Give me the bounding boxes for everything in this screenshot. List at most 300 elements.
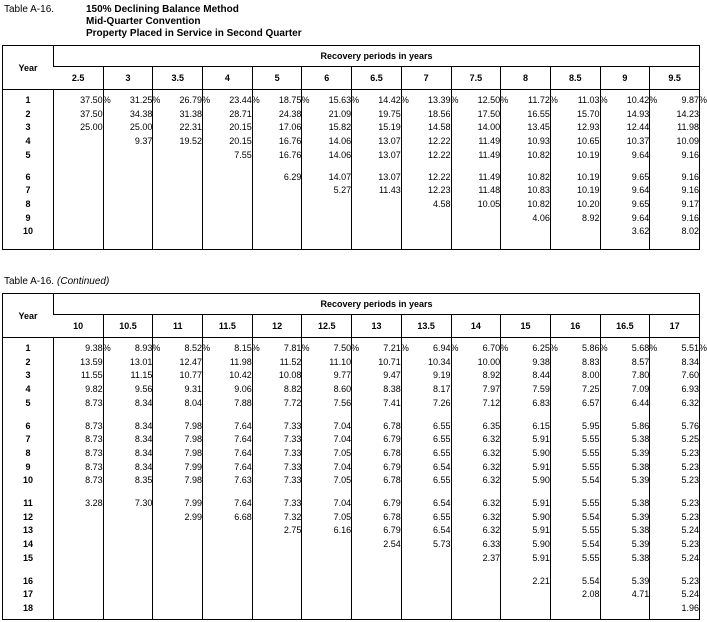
rate-cell: [103, 538, 153, 552]
spacer-cell: [54, 488, 104, 497]
rate-cell: 9.16: [650, 171, 700, 185]
rate-cell: 14.23: [650, 108, 700, 122]
rate-cell: [302, 575, 352, 589]
rate-cell: 5.25: [650, 433, 700, 447]
spacer-cell: [54, 239, 104, 250]
period-column-header: 10.5: [103, 315, 153, 338]
rate-cell: 1.96: [650, 602, 700, 616]
rate-cell: 25.00: [54, 121, 104, 135]
table1-titles: [86, 4, 302, 40]
rate-cell: 12.22: [401, 149, 451, 163]
rate-cell: 7.21%: [352, 342, 402, 356]
year-cell: 7: [25, 434, 31, 445]
period-column-header: 7: [401, 67, 451, 90]
rate-cell: 7.64: [203, 447, 253, 461]
spacer-cell: [203, 411, 253, 420]
rate-cell: [54, 538, 104, 552]
rate-cell: [252, 538, 302, 552]
rate-cell: 10.82: [501, 149, 551, 163]
rate-cell: 5.55: [550, 524, 600, 538]
rate-cell: [302, 552, 352, 566]
rate-cell: [352, 198, 402, 212]
table-header: [3, 46, 700, 90]
rate-cell: [153, 524, 203, 538]
rate-cell: 8.02: [650, 225, 700, 239]
rate-cell: 5.54: [550, 474, 600, 488]
spacer-cell: [550, 163, 600, 171]
period-column-header: 12.5: [302, 315, 352, 338]
rate-cell: 5.24: [650, 524, 700, 538]
rate-cell: 11.98: [650, 121, 700, 135]
period-column-header: 11.5: [203, 315, 253, 338]
rate-cell: 5.91: [501, 497, 551, 511]
spacer-cell: [501, 616, 551, 620]
rate-cell: 10.93: [501, 135, 551, 149]
period-column-header: 16: [550, 315, 600, 338]
period-column-header: 13.5: [401, 315, 451, 338]
rate-cell: 18.56: [401, 108, 451, 122]
rate-cell: 7.05: [302, 447, 352, 461]
rate-cell: 19.75: [352, 108, 402, 122]
rate-cell: 12.50%: [451, 94, 501, 108]
spacer-cell: [3, 488, 54, 497]
period-column-header: 13: [352, 315, 402, 338]
rate-cell: 6.70%: [451, 342, 501, 356]
rate-cell: 5.55: [550, 552, 600, 566]
header-row-periods: [3, 67, 700, 90]
rate-cell: 7.64: [203, 433, 253, 447]
year-cell: 3: [25, 370, 31, 381]
rate-cell: 8.17: [401, 383, 451, 397]
rate-cell: 9.65: [600, 198, 650, 212]
rate-cell: 7.05: [302, 474, 352, 488]
rate-cell: 22.31: [153, 121, 203, 135]
rate-cell: 5.91: [501, 552, 551, 566]
rate-cell: 8.73: [54, 461, 104, 475]
rate-cell: 13.07: [352, 135, 402, 149]
year-cell: 8: [25, 447, 31, 458]
rate-cell: [54, 588, 104, 602]
data-row: [3, 420, 700, 434]
period-column-header: 17: [650, 315, 700, 338]
rate-cell: 9.64: [600, 212, 650, 226]
rate-cell: 12.22: [401, 171, 451, 185]
rate-cell: [203, 198, 253, 212]
rate-cell: 8.15%: [203, 342, 253, 356]
rate-cell: 20.15: [203, 135, 253, 149]
rate-cell: 7.60: [650, 369, 700, 383]
rate-cell: [203, 575, 253, 589]
period-column-header: 9: [600, 67, 650, 90]
rate-cell: 5.39: [600, 447, 650, 461]
data-row: [3, 356, 700, 370]
rate-cell: 7.97: [451, 383, 501, 397]
rate-cell: 7.04: [302, 461, 352, 475]
data-row: [3, 497, 700, 511]
rate-cell: 5.39: [600, 474, 650, 488]
data-row: [3, 342, 700, 356]
rate-cell: 5.91: [501, 524, 551, 538]
rate-cell: [153, 198, 203, 212]
spacer-cell: [352, 566, 402, 575]
rate-cell: 5.76: [650, 420, 700, 434]
rate-cell: 5.39: [600, 538, 650, 552]
rate-cell: 8.83: [550, 356, 600, 370]
rate-cell: 3.28: [54, 497, 104, 511]
rate-cell: 10.00: [451, 356, 501, 370]
table1-title-line-3: Property Placed in Service in Second Quarter: [86, 28, 302, 39]
header-row-span: [3, 46, 700, 67]
spacer-cell: [153, 566, 203, 575]
period-column-header: 5: [252, 67, 302, 90]
spacer-cell: [203, 163, 253, 171]
rate-cell: 7.55: [203, 149, 253, 163]
rate-cell: 8.57: [600, 356, 650, 370]
rate-cell: 8.82: [252, 383, 302, 397]
spacer-cell: [352, 411, 402, 420]
rate-cell: [153, 149, 203, 163]
rate-cell: 6.32: [650, 397, 700, 411]
rate-cell: 5.55: [550, 461, 600, 475]
rate-cell: [451, 588, 501, 602]
table2-label: Table A-16.: [4, 276, 55, 288]
spacer-row: [3, 488, 700, 497]
rate-cell: [352, 225, 402, 239]
rate-cell: [501, 225, 551, 239]
rate-cell: 8.34: [103, 397, 153, 411]
rate-cell: 5.24: [650, 588, 700, 602]
rate-cell: 8.73: [54, 397, 104, 411]
rate-cell: [252, 212, 302, 226]
rate-cell: 6.25%: [501, 342, 551, 356]
spacer-cell: [650, 163, 700, 171]
spacer-row: [3, 616, 700, 620]
rate-cell: 5.23: [650, 447, 700, 461]
spacer-cell: [302, 411, 352, 420]
spacer-cell: [252, 616, 302, 620]
rate-cell: 25.00: [103, 121, 153, 135]
rate-cell: 9.17: [650, 198, 700, 212]
rate-cell: 10.71: [352, 356, 402, 370]
rate-cell: 11.15: [103, 369, 153, 383]
rate-cell: 2.54: [352, 538, 402, 552]
rate-cell: 5.54: [550, 538, 600, 552]
rate-cell: 13.07: [352, 171, 402, 185]
rate-cell: 7.59: [501, 383, 551, 397]
rate-cell: 11.03%: [550, 94, 600, 108]
rate-cell: 8.73: [54, 433, 104, 447]
rate-cell: [401, 225, 451, 239]
rate-cell: 9.38%: [54, 342, 104, 356]
rate-cell: 8.52%: [153, 342, 203, 356]
spacer-cell: [501, 411, 551, 420]
rate-cell: [252, 225, 302, 239]
table1-title-line-2: Mid-Quarter Convention: [86, 16, 201, 27]
rate-cell: [203, 225, 253, 239]
rate-cell: 9.38: [501, 356, 551, 370]
rate-cell: [54, 198, 104, 212]
data-row: [3, 171, 700, 185]
rate-cell: 8.38: [352, 383, 402, 397]
data-row: [3, 94, 700, 108]
data-row: [3, 383, 700, 397]
rate-cell: [103, 575, 153, 589]
spacer-cell: [550, 616, 600, 620]
rate-cell: 16.76: [252, 149, 302, 163]
period-column-header: 3: [103, 67, 153, 90]
data-row: [3, 602, 700, 616]
rate-cell: 6.57: [550, 397, 600, 411]
spacer-cell: [352, 163, 402, 171]
rate-cell: 13.01: [103, 356, 153, 370]
rate-cell: 14.58: [401, 121, 451, 135]
data-row: [3, 447, 700, 461]
spacer-cell: [401, 566, 451, 575]
data-row: [3, 511, 700, 525]
rate-cell: [54, 149, 104, 163]
rate-cell: 10.19: [550, 184, 600, 198]
rate-cell: [203, 171, 253, 185]
rate-cell: 14.93: [600, 108, 650, 122]
table1-label: Table A-16.: [4, 4, 55, 15]
spacer-cell: [650, 239, 700, 250]
rate-cell: 6.79: [352, 461, 402, 475]
year-cell: 15: [22, 552, 33, 563]
spacer-cell: [252, 566, 302, 575]
spacer-cell: [451, 488, 501, 497]
rate-cell: 10.09: [650, 135, 700, 149]
rate-cell: 5.23: [650, 461, 700, 475]
rate-cell: 14.06: [302, 135, 352, 149]
rate-cell: 34.38: [103, 108, 153, 122]
period-column-header: 8: [501, 67, 551, 90]
spacer-cell: [3, 163, 54, 171]
rate-cell: 5.95: [550, 420, 600, 434]
data-row: [3, 108, 700, 122]
rate-cell: 10.82: [501, 171, 551, 185]
rate-cell: 10.77: [153, 369, 203, 383]
rate-cell: 9.47: [352, 369, 402, 383]
rate-cell: 5.38: [600, 497, 650, 511]
rate-cell: 5.54: [550, 511, 600, 525]
spacer-cell: [401, 488, 451, 497]
year-cell: 9: [25, 212, 31, 223]
rate-cell: 6.68: [203, 511, 253, 525]
rate-cell: 5.86: [600, 420, 650, 434]
rate-cell: 8.04: [153, 397, 203, 411]
rate-cell: 5.38: [600, 433, 650, 447]
rate-cell: 28.71: [203, 108, 253, 122]
rate-cell: 5.23: [650, 538, 700, 552]
rate-cell: 9.56: [103, 383, 153, 397]
rate-cell: 7.81%: [252, 342, 302, 356]
data-row: [3, 474, 700, 488]
period-column-header: 6: [302, 67, 352, 90]
rate-cell: [153, 588, 203, 602]
rate-cell: [103, 588, 153, 602]
year-cell: 17: [22, 589, 33, 600]
spacer-cell: [550, 411, 600, 420]
rate-cell: 8.93%: [103, 342, 153, 356]
spacer-cell: [501, 163, 551, 171]
year-cell: 13: [22, 525, 33, 536]
rate-cell: 14.42%: [352, 94, 402, 108]
rate-cell: 7.12: [451, 397, 501, 411]
rate-cell: 5.90: [501, 447, 551, 461]
spacer-cell: [401, 411, 451, 420]
rate-cell: [501, 602, 551, 616]
data-row: [3, 369, 700, 383]
rate-cell: 9.87%: [650, 94, 700, 108]
rate-cell: [153, 552, 203, 566]
rate-cell: [352, 552, 402, 566]
year-cell: 7: [25, 185, 31, 196]
rate-cell: [153, 575, 203, 589]
rate-cell: 7.99: [153, 497, 203, 511]
rate-cell: 23.44%: [203, 94, 253, 108]
rate-cell: 7.56: [302, 397, 352, 411]
spacer-cell: [451, 411, 501, 420]
rate-cell: 6.93: [650, 383, 700, 397]
rate-cell: 6.83: [501, 397, 551, 411]
rate-cell: 6.32: [451, 497, 501, 511]
data-row: [3, 149, 700, 163]
rate-cell: 9.64: [600, 149, 650, 163]
year-cell: 2: [25, 108, 31, 119]
rate-cell: [302, 225, 352, 239]
table2-continued-label: (Continued): [57, 276, 110, 288]
rate-cell: 4.06: [501, 212, 551, 226]
data-row: [3, 212, 700, 226]
rate-cell: 8.34: [650, 356, 700, 370]
rate-cell: 7.33: [252, 420, 302, 434]
spacer-cell: [252, 163, 302, 171]
rate-cell: 8.34: [103, 461, 153, 475]
rate-cell: 6.32: [451, 461, 501, 475]
rate-cell: 16.76: [252, 135, 302, 149]
table1-caption: [4, 4, 700, 40]
rate-cell: [153, 538, 203, 552]
rate-cell: [103, 552, 153, 566]
spacer-cell: [600, 163, 650, 171]
rate-cell: 7.98: [153, 433, 203, 447]
rate-cell: [401, 212, 451, 226]
spacer-cell: [3, 239, 54, 250]
rate-cell: [203, 552, 253, 566]
rate-cell: [550, 225, 600, 239]
rate-cell: 8.00: [550, 369, 600, 383]
period-column-header: 9.5: [650, 67, 700, 90]
spacer-cell: [352, 488, 402, 497]
year-cell: 8: [25, 198, 31, 209]
rate-cell: 9.16: [650, 184, 700, 198]
spacer-cell: [650, 488, 700, 497]
year-cell: 18: [22, 602, 33, 613]
rate-cell: 18.75%: [252, 94, 302, 108]
spacer-cell: [600, 566, 650, 575]
rate-cell: 6.33: [451, 538, 501, 552]
spacer-cell: [103, 566, 153, 575]
rate-cell: 7.33: [252, 461, 302, 475]
spacer-cell: [600, 616, 650, 620]
rate-cell: 8.92: [550, 212, 600, 226]
rate-cell: [54, 575, 104, 589]
rate-cell: 14.06: [302, 149, 352, 163]
rate-cell: 7.72: [252, 397, 302, 411]
rate-cell: 9.65: [600, 171, 650, 185]
rate-cell: 6.16: [302, 524, 352, 538]
spacer-cell: [302, 566, 352, 575]
data-row: [3, 588, 700, 602]
spacer-cell: [54, 163, 104, 171]
rate-cell: 7.98: [153, 474, 203, 488]
period-column-header: 7.5: [451, 67, 501, 90]
rate-cell: 10.34: [401, 356, 451, 370]
rate-cell: 9.64: [600, 184, 650, 198]
rate-cell: 21.09: [302, 108, 352, 122]
rate-cell: 6.78: [352, 420, 402, 434]
rate-cell: 10.82: [501, 198, 551, 212]
spacer-cell: [650, 616, 700, 620]
rate-cell: 7.50%: [302, 342, 352, 356]
rate-cell: 37.50: [54, 108, 104, 122]
data-row: [3, 184, 700, 198]
rate-cell: 12.93: [550, 121, 600, 135]
spacer-cell: [600, 239, 650, 250]
rate-cell: 6.32: [451, 447, 501, 461]
rate-cell: [401, 575, 451, 589]
rate-cell: [550, 602, 600, 616]
rate-cell: 11.98: [203, 356, 253, 370]
data-row: [3, 433, 700, 447]
rate-cell: 6.55: [401, 474, 451, 488]
rate-cell: 10.08: [252, 369, 302, 383]
rate-cell: 12.23: [401, 184, 451, 198]
spacer-cell: [153, 239, 203, 250]
spacer-cell: [153, 411, 203, 420]
rate-cell: 5.24: [650, 552, 700, 566]
rate-cell: 5.91: [501, 433, 551, 447]
spacer-row: [3, 411, 700, 420]
rate-cell: 9.06: [203, 383, 253, 397]
rate-cell: 11.49: [451, 149, 501, 163]
rate-cell: [103, 171, 153, 185]
table-body: [3, 338, 707, 620]
rate-cell: 6.79: [352, 497, 402, 511]
rate-cell: [103, 198, 153, 212]
rate-cell: 7.09: [600, 383, 650, 397]
rate-cell: [451, 575, 501, 589]
spacer-cell: [103, 488, 153, 497]
rate-cell: 14.00: [451, 121, 501, 135]
year-cell: 6: [25, 171, 31, 182]
rate-cell: [302, 212, 352, 226]
spacer-cell: [252, 411, 302, 420]
rate-cell: 12.44: [600, 121, 650, 135]
rate-cell: [302, 602, 352, 616]
rate-cell: 16.55: [501, 108, 551, 122]
rate-cell: 6.29: [252, 171, 302, 185]
rate-cell: 19.52: [153, 135, 203, 149]
rate-cell: 9.31: [153, 383, 203, 397]
recovery-periods-header: Recovery periods in years: [54, 294, 700, 315]
rate-cell: 15.19: [352, 121, 402, 135]
rate-cell: 7.98: [153, 420, 203, 434]
spacer-cell: [451, 239, 501, 250]
rate-cell: 37.50%: [54, 94, 104, 108]
rate-cell: 7.33: [252, 447, 302, 461]
data-row: [3, 552, 700, 566]
